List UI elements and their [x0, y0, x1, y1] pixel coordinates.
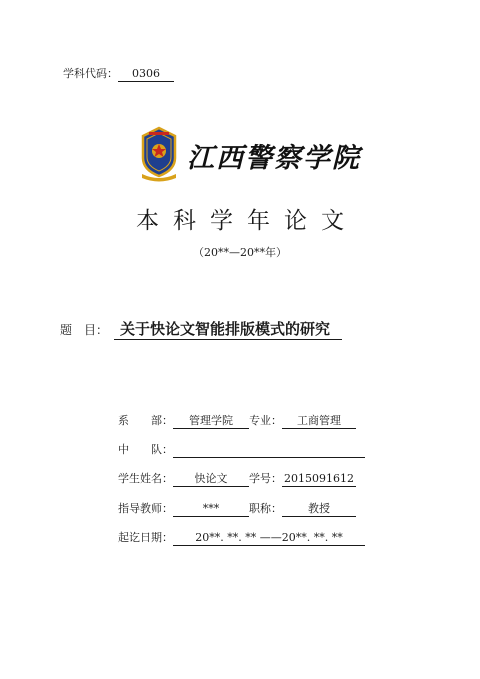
- advisor-row: [118, 500, 356, 517]
- thesis-title-row: [60, 318, 342, 339]
- department-value: 管理学院: [173, 414, 249, 429]
- thesis-type-heading: 本科学年论文: [136, 208, 358, 234]
- subject-code-value: 0306: [118, 67, 174, 82]
- department-row: [118, 412, 356, 429]
- student-row: [118, 470, 356, 487]
- student-value: 快论文: [173, 472, 249, 487]
- team-label: 中 队：: [118, 443, 173, 456]
- dates-label: 起讫日期：: [118, 531, 173, 544]
- school-name: 江西警察学院: [187, 143, 361, 174]
- advisor-title-value: 教授: [282, 502, 356, 517]
- dates-value: 20**. **. ** ——20**. **. **: [173, 531, 365, 546]
- department-label: 系 部：: [118, 414, 173, 427]
- dates-row: [118, 529, 365, 546]
- student-id-value: 2015091612: [284, 472, 354, 485]
- school-logo: [137, 124, 361, 186]
- team-row: [118, 441, 365, 458]
- subject-code-label: 学科代码：: [63, 67, 118, 80]
- police-emblem-icon: [137, 124, 181, 184]
- major-value: 工商管理: [282, 414, 356, 429]
- major-label: 专业：: [249, 414, 282, 427]
- advisor-value: ***: [173, 502, 249, 517]
- subject-code-row: [63, 65, 174, 82]
- advisor-title-label: 职称：: [249, 502, 282, 515]
- year-range: （20**—20**年）: [193, 246, 287, 259]
- team-value: [173, 443, 365, 458]
- advisor-label: 指导教师：: [118, 502, 173, 515]
- student-label: 学生姓名：: [118, 472, 173, 485]
- thesis-title-label: 题 目：: [60, 323, 109, 337]
- student-id-label: 学号：: [249, 472, 282, 485]
- thesis-title-value: 关于快论文智能排版模式的研究: [114, 320, 342, 340]
